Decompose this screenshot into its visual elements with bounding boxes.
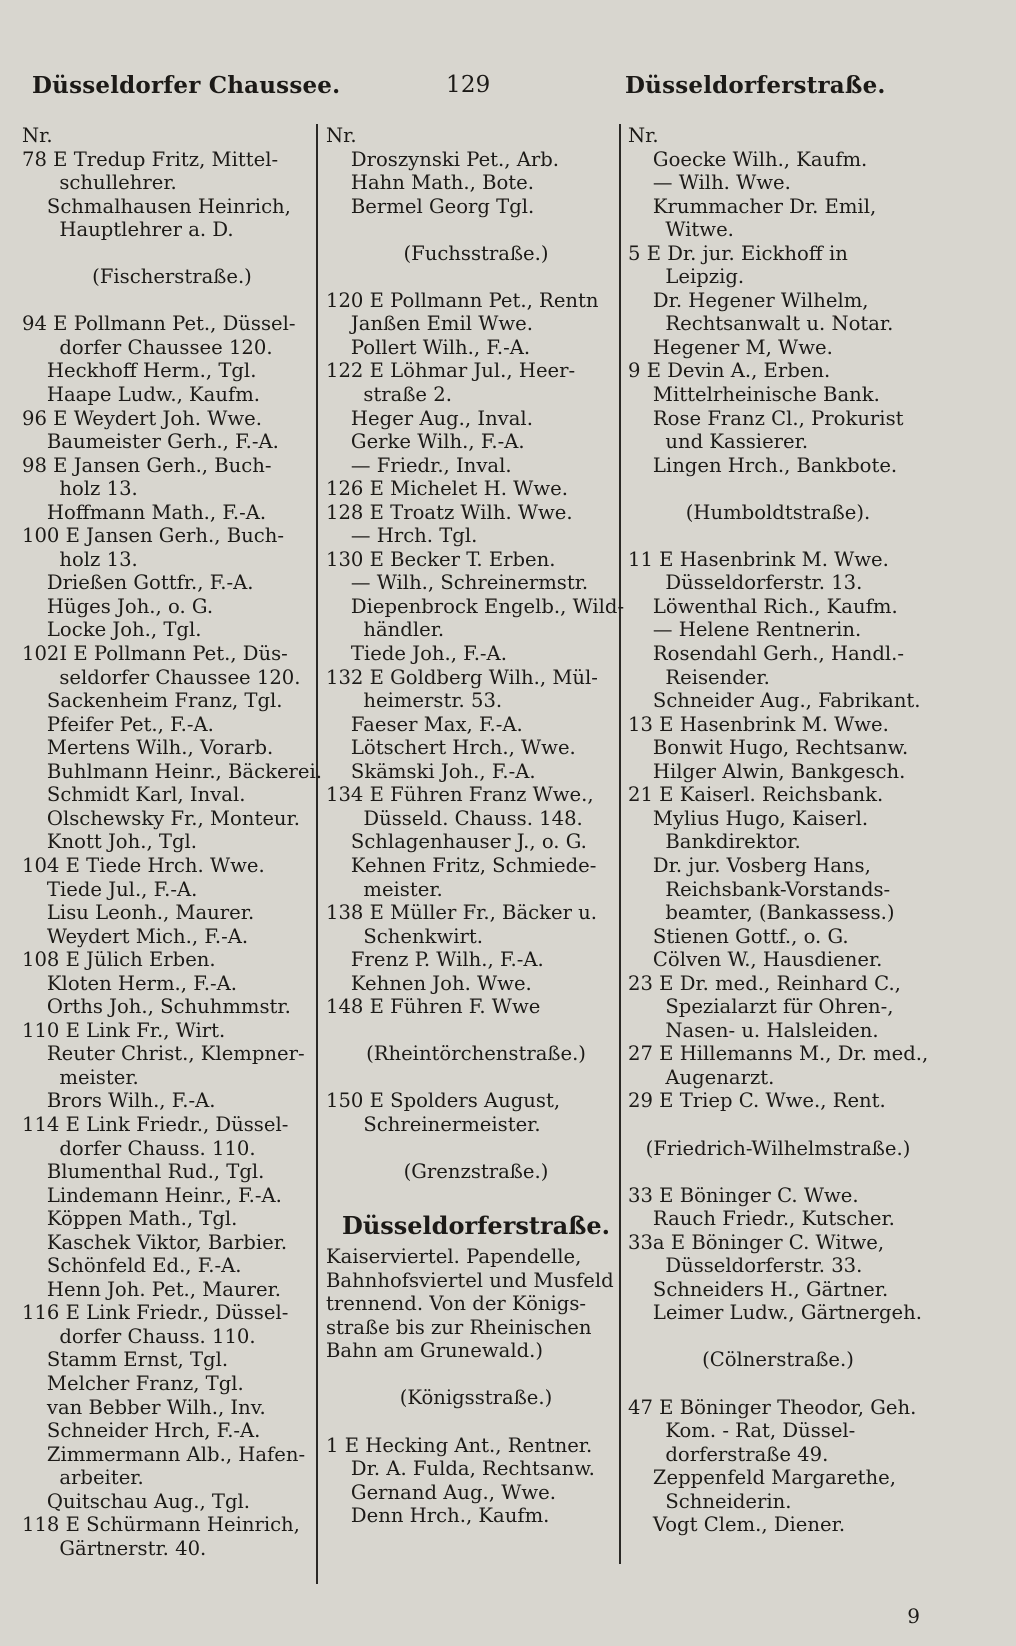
directory-line: 5 E Dr. jur. Eickhoff in (628, 241, 848, 265)
directory-line: Denn Hrch., Kaufm. (326, 1504, 550, 1528)
directory-line: Frenz P. Wilh., F.-A. (326, 948, 544, 972)
directory-line: Bahn am Grunewald.) (326, 1339, 544, 1363)
directory-line: Janßen Emil Wwe. (326, 312, 533, 336)
column-1 (22, 124, 322, 1560)
directory-line: Skämski Joh., F.-A. (326, 759, 536, 783)
directory-line: Knott Joh., Tgl. (22, 830, 198, 854)
directory-line: 47 E Böninger Theodor, Geh. (628, 1395, 917, 1419)
spacer (326, 218, 626, 242)
directory-line: Köppen Math., Tgl. (22, 1207, 238, 1231)
directory-line: 98 E Jansen Gerh., Buch- (22, 453, 272, 477)
directory-line: 1 E Hecking Ant., Rentner. (326, 1433, 593, 1457)
directory-line: Schreinermeister. (326, 1112, 541, 1136)
directory-line: Schenkwirt. (326, 924, 483, 948)
directory-line: Gernand Aug., Wwe. (326, 1480, 556, 1504)
directory-line: Gerke Wilh., F.-A. (326, 430, 525, 454)
spacer (326, 1019, 626, 1043)
directory-line: 21 E Kaiserl. Reichsbank. (628, 783, 884, 807)
directory-line: 27 E Hillemanns M., Dr. med., (628, 1042, 929, 1066)
spacer (326, 1184, 626, 1208)
directory-line: 116 E Link Friedr., Düssel- (22, 1301, 289, 1325)
directory-line: 138 E Müller Fr., Bäcker u. (326, 901, 598, 925)
directory-line: beamter, (Bankassess.) (628, 901, 895, 925)
directory-line: 118 E Schürmann Heinrich, (22, 1513, 300, 1537)
directory-line: Zeppenfeld Margarethe, (628, 1466, 896, 1490)
directory-line: Hüges Joh., o. G. (22, 594, 214, 618)
directory-line: Bermel Georg Tgl. (326, 194, 535, 218)
directory-line: Kom. - Rat, Düssel- (628, 1419, 856, 1443)
cross-street-heading: (Cölnerstraße.) (702, 1348, 854, 1372)
cross-street-heading: (Friedrich-Wilhelmstraße.) (645, 1136, 911, 1160)
directory-line: Reuter Christ., Klempner- (22, 1042, 305, 1066)
directory-line: 122 E Löhmar Jul., Heer- (326, 359, 576, 383)
directory-line: Haape Ludw., Kaufm. (22, 383, 261, 407)
directory-line: Schlagenhauser J., o. G. (326, 830, 587, 854)
directory-line: Orths Joh., Schuhmmstr. (22, 995, 291, 1019)
directory-line: Hauptlehrer a. D. (22, 218, 234, 242)
directory-line: dorfer Chauss. 110. (22, 1136, 256, 1160)
directory-line: Leipzig. (628, 265, 745, 289)
directory-line: Kaschek Viktor, Barbier. (22, 1230, 288, 1254)
header-right-street: Düsseldorferstraße. (625, 72, 886, 99)
directory-line: Bahnhofsviertel und Musfeld (326, 1268, 614, 1292)
directory-line: Vogt Clem., Diener. (628, 1513, 846, 1537)
directory-line: und Kassierer. (628, 430, 809, 454)
directory-line: — Helene Rentnerin. (628, 618, 862, 642)
page-number: 129 (446, 72, 491, 98)
cross-street-heading: (Humboldtstraße). (685, 500, 871, 524)
directory-line: Baumeister Gerh., F.-A. (22, 430, 279, 454)
spacer (628, 1160, 928, 1184)
directory-line: Schneider Aug., Fabrikant. (628, 689, 921, 713)
directory-line: — Wilh., Schreinermstr. (326, 571, 589, 595)
directory-line: Rechtsanwalt u. Notar. (628, 312, 894, 336)
directory-line: straße 2. (326, 383, 452, 407)
directory-line: 110 E Link Fr., Wirt. (22, 1018, 226, 1042)
directory-line: 134 E Führen Franz Wwe., (326, 783, 594, 807)
directory-line: Pfeifer Pet., F.-A. (22, 712, 214, 736)
directory-line: Schneider Hrch, F.-A. (22, 1419, 261, 1443)
directory-line: Melcher Franz, Tgl. (22, 1371, 244, 1395)
directory-line: 108 E Jülich Erben. (22, 948, 216, 972)
directory-line: Düsseld. Chauss. 148. (326, 806, 583, 830)
directory-line: Rose Franz Cl., Prokurist (628, 406, 904, 430)
directory-line: trennend. Von der Königs- (326, 1292, 587, 1316)
directory-line: 130 E Becker T. Erben. (326, 547, 556, 571)
directory-line: Sackenheim Franz, Tgl. (22, 689, 283, 713)
directory-line: 29 E Triep C. Wwe., Rent. (628, 1089, 886, 1113)
directory-line: Rosendahl Gerh., Handl.- (628, 642, 905, 666)
directory-line: Henn Joh. Pet., Maurer. (22, 1277, 282, 1301)
directory-line: Krummacher Dr. Emil, (628, 194, 877, 218)
directory-line: 94 E Pollmann Pet., Düssel- (22, 312, 296, 336)
directory-line: Nr. (628, 124, 659, 147)
street-section-title: Düsseldorferstraße. (342, 1211, 610, 1241)
directory-line: Goecke Wilh., Kaufm. (628, 147, 868, 171)
directory-line: dorfer Chauss. 110. (22, 1324, 256, 1348)
directory-line: Lötschert Hrch., Wwe. (326, 736, 576, 760)
spacer (628, 1325, 928, 1349)
directory-line: meister. (326, 877, 443, 901)
directory-line: händler. (326, 618, 445, 642)
directory-line: dorferstraße 49. (628, 1442, 829, 1466)
spacer (628, 524, 928, 548)
directory-line: 148 E Führen F. Wwe (326, 995, 541, 1019)
cross-street-heading: (Königsstraße.) (399, 1386, 553, 1410)
directory-line: Dr. jur. Vosberg Hans, (628, 853, 871, 877)
directory-line: seldorfer Chaussee 120. (22, 665, 301, 689)
directory-line: Stienen Gottf., o. G. (628, 924, 849, 948)
directory-line: meister. (22, 1065, 139, 1089)
directory-line: 33a E Böninger C. Witwe, (628, 1230, 885, 1254)
directory-line: holz 13. (22, 547, 138, 571)
directory-line: 23 E Dr. med., Reinhard C., (628, 971, 901, 995)
directory-line: Tiede Joh., F.-A. (326, 642, 507, 666)
directory-line: Gärtnerstr. 40. (22, 1536, 207, 1560)
directory-line: Mylius Hugo, Kaiserl. (628, 806, 869, 830)
cross-street-heading: (Fischerstraße.) (92, 265, 252, 289)
directory-line: Leimer Ludw., Gärtnergeh. (628, 1301, 923, 1325)
directory-line: Tiede Jul., F.-A. (22, 877, 198, 901)
directory-line: Hahn Math., Bote. (326, 171, 534, 195)
spacer (628, 1113, 928, 1137)
directory-line: Hilger Alwin, Bankgesch. (628, 759, 906, 783)
directory-line: Dr. A. Fulda, Rechtsanw. (326, 1457, 595, 1481)
directory-line: 102I E Pollmann Pet., Düs- (22, 642, 288, 666)
directory-line: Kloten Herm., F.-A. (22, 971, 238, 995)
directory-line: Dr. Hegener Wilhelm, (628, 288, 869, 312)
directory-line: Stamm Ernst, Tgl. (22, 1348, 229, 1372)
directory-line: 96 E Weydert Joh. Wwe. (22, 406, 262, 430)
directory-line: Schmidt Karl, Inval. (22, 783, 246, 807)
directory-line: Hoffmann Math., F.-A. (22, 500, 267, 524)
spacer (326, 1410, 626, 1434)
directory-line: Heger Aug., Inval. (326, 406, 533, 430)
directory-line: Hegener M, Wwe. (628, 335, 833, 359)
directory-line: Reichsbank-Vorstands- (628, 877, 891, 901)
directory-line: Düsseldorferstr. 33. (628, 1254, 863, 1278)
directory-line: Lisu Leonh., Maurer. (22, 901, 255, 925)
directory-line: straße bis zur Rheinischen (326, 1315, 592, 1339)
spacer (628, 1372, 928, 1396)
directory-line: 128 E Troatz Wilh. Wwe. (326, 500, 573, 524)
directory-line: Bonwit Hugo, Rechtsanw. (628, 736, 909, 760)
spacer (326, 1363, 626, 1387)
directory-line: Mittelrheinische Bank. (628, 383, 880, 407)
directory-line: Droszynski Pet., Arb. (326, 147, 560, 171)
spacer (326, 265, 626, 289)
spacer (22, 242, 322, 266)
directory-line: 11 E Hasenbrink M. Wwe. (628, 547, 889, 571)
directory-line: Nasen- u. Halsleiden. (628, 1018, 879, 1042)
directory-line: Bankdirektor. (628, 830, 801, 854)
directory-line: Kaiserviertel. Papendelle, (326, 1245, 582, 1269)
directory-line: 132 E Goldberg Wilh., Mül- (326, 665, 598, 689)
directory-line: dorfer Chaussee 120. (22, 335, 273, 359)
directory-line: Blumenthal Rud., Tgl. (22, 1160, 265, 1184)
directory-line: 120 E Pollmann Pet., Rentn (326, 288, 599, 312)
directory-line: Heckhoff Herm., Tgl. (22, 359, 257, 383)
directory-line: Schönfeld Ed., F.-A. (22, 1254, 242, 1278)
directory-line: heimerstr. 53. (326, 689, 503, 713)
directory-line: Schmalhausen Heinrich, (22, 194, 291, 218)
directory-line: Nr. (326, 124, 357, 147)
spacer (326, 1066, 626, 1090)
header-left-street: Düsseldorfer Chaussee. (32, 72, 341, 99)
cross-street-heading: (Fuchsstraße.) (403, 241, 549, 265)
directory-line: 78 E Tredup Fritz, Mittel- (22, 147, 279, 171)
directory-line: Faeser Max, F.-A. (326, 712, 523, 736)
directory-line: 150 E Spolders August, (326, 1089, 561, 1113)
directory-line: Drießen Gottfr., F.-A. (22, 571, 254, 595)
spacer (22, 289, 322, 313)
directory-line: Spezialarzt für Ohren-, (628, 995, 894, 1019)
directory-line: Cölven W., Hausdiener. (628, 948, 883, 972)
directory-line: Buhlmann Heinr., Bäckerei. (22, 759, 322, 783)
directory-line: Reisender. (628, 665, 770, 689)
directory-line: 13 E Hasenbrink M. Wwe. (628, 712, 889, 736)
directory-line: Olschewsky Fr., Monteur. (22, 806, 300, 830)
spacer (326, 1137, 626, 1161)
column-3 (628, 124, 928, 1537)
directory-line: Zimmermann Alb., Hafen- (22, 1442, 306, 1466)
directory-line: — Hrch. Tgl. (326, 524, 478, 548)
directory-line: Witwe. (628, 218, 734, 242)
directory-line: Quitschau Aug., Tgl. (22, 1489, 251, 1513)
directory-line: 9 E Devin A., Erben. (628, 359, 831, 383)
directory-line: Schneiders H., Gärtner. (628, 1277, 889, 1301)
signature-mark: 9 (907, 1604, 920, 1628)
directory-line: Pollert Wilh., F.-A. (326, 335, 531, 359)
directory-line: Kehnen Fritz, Schmiede- (326, 853, 597, 877)
spacer (628, 477, 928, 501)
directory-line: Löwenthal Rich., Kaufm. (628, 594, 898, 618)
directory-line: Weydert Mich., F.-A. (22, 924, 249, 948)
directory-line: Locke Joh., Tgl. (22, 618, 202, 642)
directory-line: 33 E Böninger C. Wwe. (628, 1183, 859, 1207)
directory-line: Rauch Friedr., Kutscher. (628, 1207, 895, 1231)
cross-street-heading: (Rheintörchenstraße.) (366, 1042, 586, 1066)
directory-line: schullehrer. (22, 171, 177, 195)
directory-line: Lingen Hrch., Bankbote. (628, 453, 898, 477)
directory-line: — Friedr., Inval. (326, 453, 512, 477)
directory-line: Schneiderin. (628, 1489, 792, 1513)
directory-line: Brors Wilh., F.-A. (22, 1089, 216, 1113)
directory-line: van Bebber Wilh., Inv. (22, 1395, 266, 1419)
directory-line: holz 13. (22, 477, 138, 501)
directory-line: 100 E Jansen Gerh., Buch- (22, 524, 284, 548)
directory-line: Lindemann Heinr., F.-A. (22, 1183, 282, 1207)
cross-street-heading: (Grenzstraße.) (403, 1160, 549, 1184)
directory-line: 114 E Link Friedr., Düssel- (22, 1112, 289, 1136)
directory-line: Kehnen Joh. Wwe. (326, 971, 532, 995)
directory-line: 104 E Tiede Hrch. Wwe. (22, 853, 265, 877)
directory-line: Augenarzt. (628, 1065, 775, 1089)
directory-line: Nr. (22, 124, 53, 147)
directory-line: arbeiter. (22, 1466, 144, 1490)
directory-line: Mertens Wilh., Vorarb. (22, 736, 274, 760)
directory-line: 126 E Michelet H. Wwe. (326, 477, 568, 501)
column-2 (326, 124, 626, 1528)
directory-line: Düsseldorferstr. 13. (628, 571, 863, 595)
directory-line: Diepenbrock Engelb., Wild- (326, 594, 625, 618)
directory-line: — Wilh. Wwe. (628, 171, 791, 195)
